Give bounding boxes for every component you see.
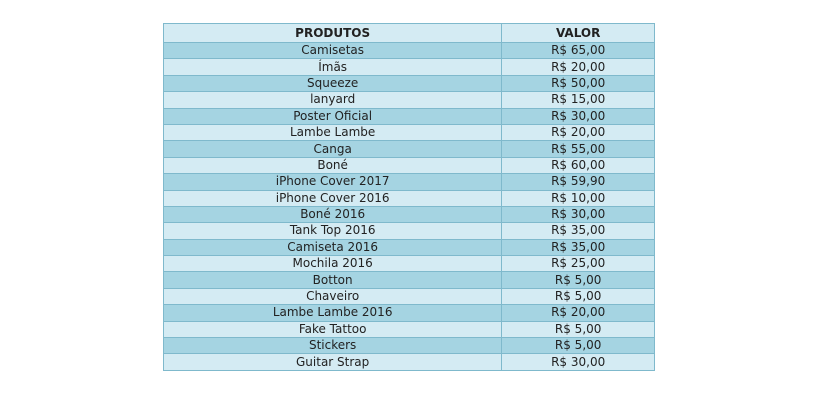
price-cell: R$ 25,00: [502, 256, 655, 272]
table-row: [164, 92, 655, 108]
table-row: [164, 174, 655, 190]
price-cell: R$ 20,00: [502, 305, 655, 321]
table-row: [164, 256, 655, 272]
table-row: [164, 354, 655, 370]
price-cell: R$ 5,00: [502, 272, 655, 288]
price-cell: R$ 35,00: [502, 223, 655, 239]
header-produtos: PRODUTOS: [164, 24, 502, 43]
product-name-cell: Lambe Lambe 2016: [164, 305, 502, 321]
price-cell: R$ 15,00: [502, 92, 655, 108]
table-row: [164, 190, 655, 206]
table-row: [164, 75, 655, 91]
table-row: [164, 288, 655, 304]
product-name-cell: Mochila 2016: [164, 256, 502, 272]
price-cell: R$ 5,00: [502, 338, 655, 354]
table-row: [164, 272, 655, 288]
table-row: [164, 305, 655, 321]
table-row: [164, 338, 655, 354]
table-row: [164, 157, 655, 173]
product-name-cell: iPhone Cover 2016: [164, 190, 502, 206]
product-name-cell: Canga: [164, 141, 502, 157]
price-cell: R$ 5,00: [502, 321, 655, 337]
table-row: [164, 108, 655, 124]
product-name-cell: Guitar Strap: [164, 354, 502, 370]
price-cell: R$ 5,00: [502, 288, 655, 304]
product-name-cell: Ímãs: [164, 59, 502, 75]
table-row: [164, 239, 655, 255]
table-row: [164, 124, 655, 140]
product-name-cell: Boné 2016: [164, 206, 502, 222]
price-cell: R$ 65,00: [502, 43, 655, 59]
product-name-cell: Botton: [164, 272, 502, 288]
table-row: [164, 223, 655, 239]
product-name-cell: iPhone Cover 2017: [164, 174, 502, 190]
product-name-cell: Lambe Lambe: [164, 124, 502, 140]
product-name-cell: Camiseta 2016: [164, 239, 502, 255]
price-cell: R$ 30,00: [502, 206, 655, 222]
price-table: [163, 23, 655, 371]
price-cell: R$ 10,00: [502, 190, 655, 206]
price-cell: R$ 20,00: [502, 59, 655, 75]
price-cell: R$ 35,00: [502, 239, 655, 255]
product-name-cell: Boné: [164, 157, 502, 173]
table-row: [164, 59, 655, 75]
price-cell: R$ 50,00: [502, 75, 655, 91]
price-cell: R$ 30,00: [502, 108, 655, 124]
product-name-cell: Camisetas: [164, 43, 502, 59]
price-cell: R$ 59,90: [502, 174, 655, 190]
header-valor: VALOR: [502, 24, 655, 43]
table-row: [164, 43, 655, 59]
table-row: [164, 206, 655, 222]
product-name-cell: Poster Oficial: [164, 108, 502, 124]
product-name-cell: Tank Top 2016: [164, 223, 502, 239]
table-row: [164, 141, 655, 157]
price-cell: R$ 30,00: [502, 354, 655, 370]
product-name-cell: lanyard: [164, 92, 502, 108]
price-cell: R$ 20,00: [502, 124, 655, 140]
product-name-cell: Chaveiro: [164, 288, 502, 304]
product-name-cell: Fake Tattoo: [164, 321, 502, 337]
table-row: [164, 321, 655, 337]
price-cell: R$ 55,00: [502, 141, 655, 157]
price-cell: R$ 60,00: [502, 157, 655, 173]
table-header-row: [164, 24, 655, 43]
product-name-cell: Stickers: [164, 338, 502, 354]
product-name-cell: Squeeze: [164, 75, 502, 91]
